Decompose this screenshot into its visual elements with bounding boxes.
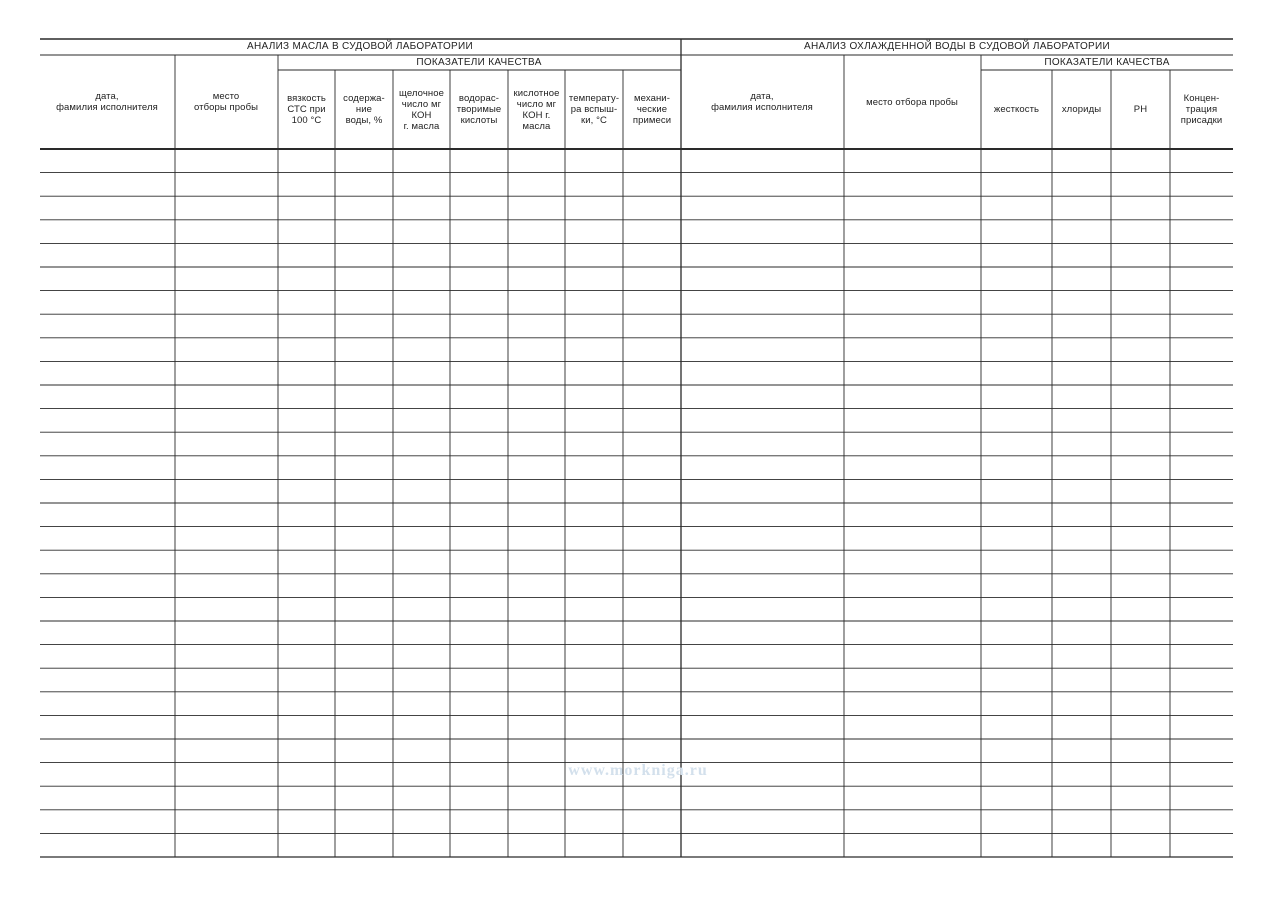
water-quality-header: PH	[1133, 104, 1148, 115]
watermark: www.morkniga.ru	[568, 762, 708, 779]
water-quality-header: жесткость	[993, 104, 1040, 115]
oil-quality-header: вязкость СТС при 100 °С	[287, 93, 326, 126]
water-place-header: место отбора пробы	[866, 96, 958, 108]
oil-section-title: АНАЛИЗ МАСЛА В СУДОВОЙ ЛАБОРАТОРИИ	[247, 41, 473, 52]
oil-place-header: место отборы пробы	[193, 91, 259, 113]
oil-quality-header: температу- ра вспыш- ки, °С	[568, 93, 620, 126]
oil-quality-header: содержа- ние воды, %	[343, 93, 385, 126]
oil-quality-header: водорас- творимые кислоты	[456, 93, 502, 126]
oil-quality-header: механи- ческие примеси	[632, 93, 672, 126]
oil-quality-header: кислотное число мг КОН г. масла	[513, 87, 560, 132]
water-quality-header: Концен- трация присадки	[1180, 93, 1223, 126]
water-date-header: дата, фамилия исполнителя	[711, 91, 813, 113]
water-quality-header: хлориды	[1061, 104, 1102, 115]
oil-quality-group-header: ПОКАЗАТЕЛИ КАЧЕСТВА	[416, 57, 542, 68]
water-section-title: АНАЛИЗ ОХЛАЖДЕННОЙ ВОДЫ В СУДОВОЙ ЛАБОРАТОРИИ	[804, 41, 1110, 52]
oil-date-header: дата, фамилия исполнителя	[56, 91, 158, 113]
water-quality-group-header: ПОКАЗАТЕЛИ КАЧЕСТВА	[1044, 57, 1170, 68]
oil-quality-header: щелочное число мг КОН г. масла	[399, 87, 444, 132]
